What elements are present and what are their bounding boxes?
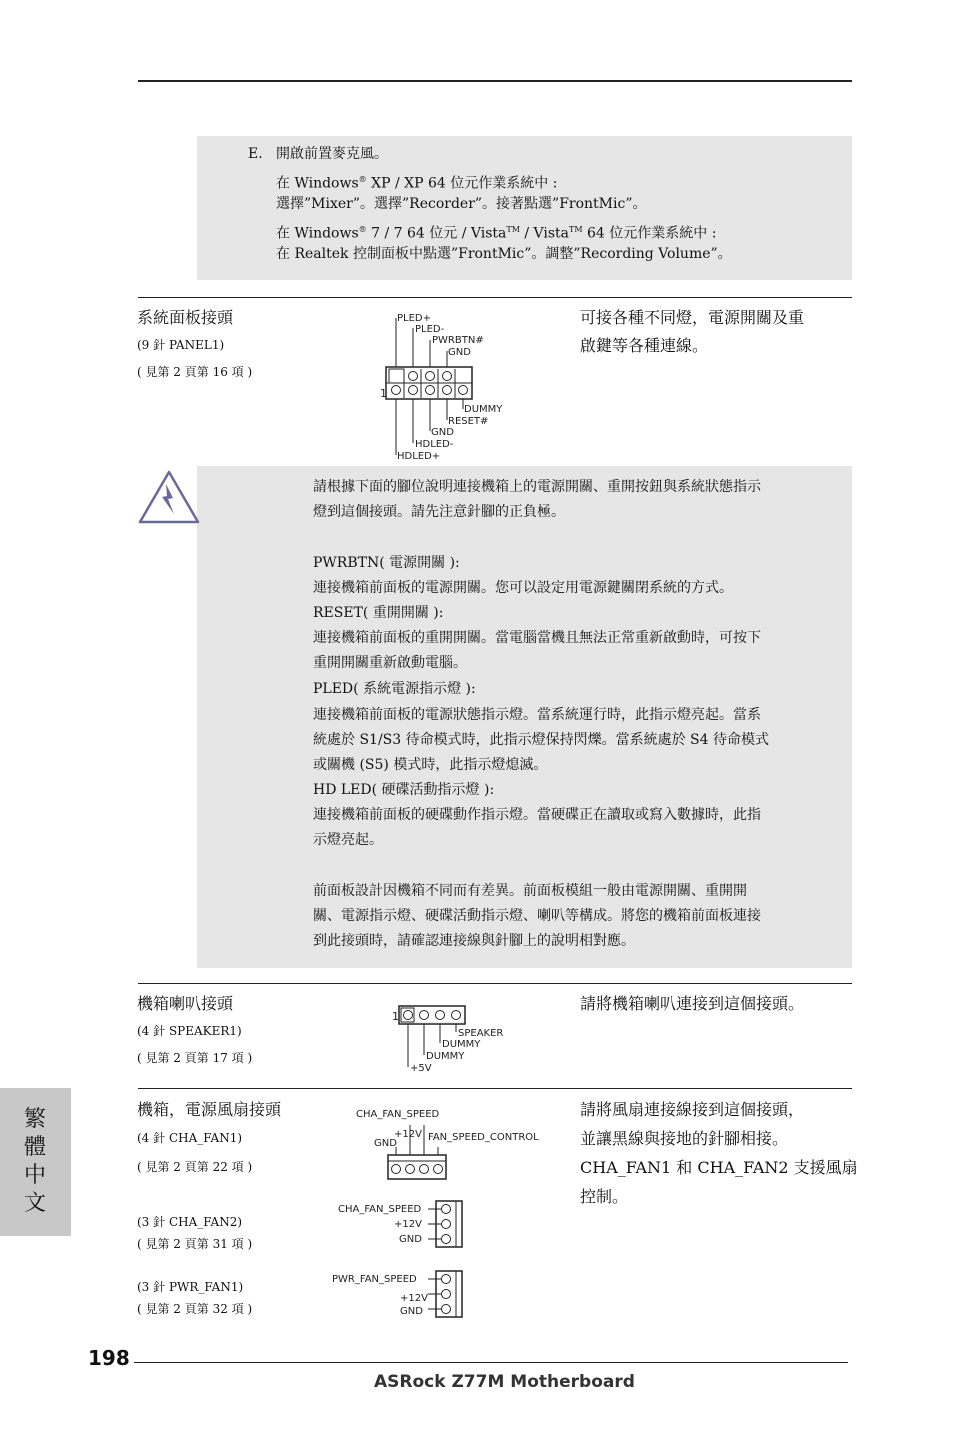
pled-heading: PLED( 系統電源指示燈 ): [313, 681, 476, 697]
pled-minus-label: PLED- [415, 324, 445, 335]
pwrbtn-body: 連接機箱前面板的電源開關。您可以設定用電源鍵關閉系統的方式。 [313, 580, 733, 596]
warning-intro-line1: 請根據下面的腳位說明連接機箱上的電源開關、重開按鈕與系統狀態指示 [313, 479, 761, 495]
step-e-xp-instructions: 選擇”Mixer”。選擇”Recorder”。接著點選”FrontMic”。 [276, 196, 647, 212]
page-number: 198 [88, 1346, 130, 1370]
note-line1: 前面板設計因機箱不同而有差異。前面板模組一般由電源開關、重開開 [313, 883, 747, 899]
speaker-rule [138, 983, 852, 984]
pled-body-line1: 連接機箱前面板的電源狀態指示燈。當系統運行時，此指示燈亮起。當系 [313, 707, 761, 723]
pwr-12v-label: +12V [400, 1293, 428, 1304]
top-rule [138, 80, 852, 82]
cha-fan1-diagram [354, 1103, 564, 1185]
cha1-speed-label: CHA_FAN_SPEED [356, 1109, 440, 1120]
speaker-model: (4 針 SPEAKER1) [137, 1024, 242, 1038]
fan-desc-line1: 請將風扇連接線接到這個接頭， [580, 1100, 805, 1119]
cha1-gnd-label: GND [374, 1138, 397, 1149]
step-e-win7-line: 在 Windows® 7 / 7 64 位元 / Vista™ / Vista™ 64 位元作業系統中 : [276, 225, 717, 242]
pwr-speed-label: PWR_FAN_SPEED [332, 1274, 417, 1285]
reset-heading: RESET( 重開開關 ): [313, 605, 444, 621]
panel-connector-diagram [378, 310, 518, 466]
pin1-label: 1 [380, 387, 387, 400]
fan-title: 機箱，電源風扇接頭 [137, 1100, 282, 1119]
note-line3: 到此接頭時，請確認連接線與針腳上的說明相對應。 [313, 933, 635, 949]
dummy1-label: DUMMY [442, 1039, 481, 1050]
hdled-plus-label: HDLED+ [397, 451, 441, 462]
cha-fan2-model: (3 針 CHA_FAN2) [137, 1215, 243, 1229]
cha2-12v-label: +12V [394, 1219, 422, 1230]
language-tab-label: 繁體中文 [23, 1107, 46, 1216]
cha2-speed-label: CHA_FAN_SPEED [338, 1204, 422, 1215]
hdled-heading: HD LED( 硬碟活動指示燈 ): [313, 782, 495, 798]
pwr-gnd-label: GND [400, 1306, 423, 1317]
speaker-ref: ( 見第 2 頁第 17 項 ) [137, 1051, 253, 1065]
dummy2-label: DUMMY [426, 1051, 465, 1062]
fan-desc-line4: 控制。 [580, 1187, 629, 1206]
panel-ref: ( 見第 2 頁第 16 項 ) [137, 365, 253, 379]
panel-rule [138, 297, 852, 298]
reset-body-line1: 連接機箱前面板的重開開關。當電腦當機且無法正常重新啟動時，可按下 [313, 630, 761, 646]
reset-label: RESET# [448, 416, 489, 427]
fan-desc-line2: 並讓黑線與接地的針腳相接。 [580, 1129, 789, 1148]
pled-body-line3: 或關機 (S5) 模式時，此指示燈熄滅。 [313, 757, 548, 773]
cha-fan2-diagram [336, 1198, 466, 1252]
pwr-fan1-model: (3 針 PWR_FAN1) [137, 1280, 244, 1294]
pled-plus-label: PLED+ [397, 313, 431, 324]
warning-icon [137, 468, 201, 526]
fan-desc-line3: CHA_FAN1 和 CHA_FAN2 支援風扇 [580, 1158, 858, 1177]
speaker-title: 機箱喇叭接頭 [137, 994, 234, 1013]
pwr-fan1-diagram [330, 1268, 466, 1322]
language-side-tab [0, 1088, 71, 1236]
hdled-body-line2: 示燈亮起。 [313, 832, 383, 848]
v5-label: +5V [410, 1063, 432, 1074]
dummy-label: DUMMY [464, 404, 503, 415]
footer-title: ASRock Z77M Motherboard [374, 1372, 635, 1392]
cha-fan2-ref: ( 見第 2 頁第 31 項 ) [137, 1237, 253, 1251]
hdled-body-line1: 連接機箱前面板的硬碟動作指示燈。當硬碟正在讀取或寫入數據時，此指 [313, 807, 761, 823]
speaker-connector-diagram [390, 1000, 520, 1076]
pwr-fan1-ref: ( 見第 2 頁第 32 項 ) [137, 1302, 253, 1316]
cha1-12v-label: +12V [394, 1129, 422, 1140]
pled-body-line2: 統處於 S1/S3 待命模式時，此指示燈保持閃爍。當系統處於 S4 待命模式 [313, 732, 770, 748]
speaker-desc: 請將機箱喇叭連接到這個接頭。 [580, 994, 805, 1013]
warning-intro-line2: 燈到這個接頭。請先注意針腳的正負極。 [313, 504, 565, 520]
panel-model: (9 針 PANEL1) [137, 338, 225, 352]
speaker-pin-label: SPEAKER [458, 1028, 504, 1039]
pwrbtn-heading: PWRBTN( 電源開關 ): [313, 555, 460, 571]
cha-fan1-ref: ( 見第 2 頁第 22 項 ) [137, 1160, 253, 1174]
note-line2: 關、電源指示燈、硬碟活動指示燈、喇叭等構成。將您的機箱前面板連接 [313, 908, 761, 924]
reset-body-line2: 重開開關重新啟動電腦。 [313, 655, 467, 671]
fan-rule [138, 1088, 852, 1089]
panel-title: 系統面板接頭 [137, 308, 234, 327]
panel-desc-line2: 啟鍵等各種連線。 [580, 336, 709, 355]
footer-rule [134, 1362, 848, 1363]
cha-fan1-model: (4 針 CHA_FAN1) [137, 1131, 243, 1145]
panel-desc-line1: 可接各種不同燈，電源開關及重 [580, 308, 805, 327]
pwrbtn-label: PWRBTN# [432, 335, 484, 346]
step-e-xp-line: 在 Windows® XP / XP 64 位元作業系統中 : [276, 175, 558, 192]
cha2-gnd-label: GND [399, 1234, 422, 1245]
gnd-bottom-label: GND [431, 427, 454, 438]
cha1-control-label: FAN_SPEED_CONTROL [428, 1132, 539, 1143]
step-e-title: 開啟前置麥克風。 [276, 146, 388, 162]
gnd-top-label: GND [448, 347, 471, 358]
hdled-minus-label: HDLED- [415, 439, 454, 450]
step-e-realtek-line: 在 Realtek 控制面板中點選”FrontMic”。調整”Recording Volume”。 [276, 246, 732, 262]
speaker-pin1-label: 1 [392, 1010, 399, 1023]
step-e-label: E. [248, 146, 263, 162]
